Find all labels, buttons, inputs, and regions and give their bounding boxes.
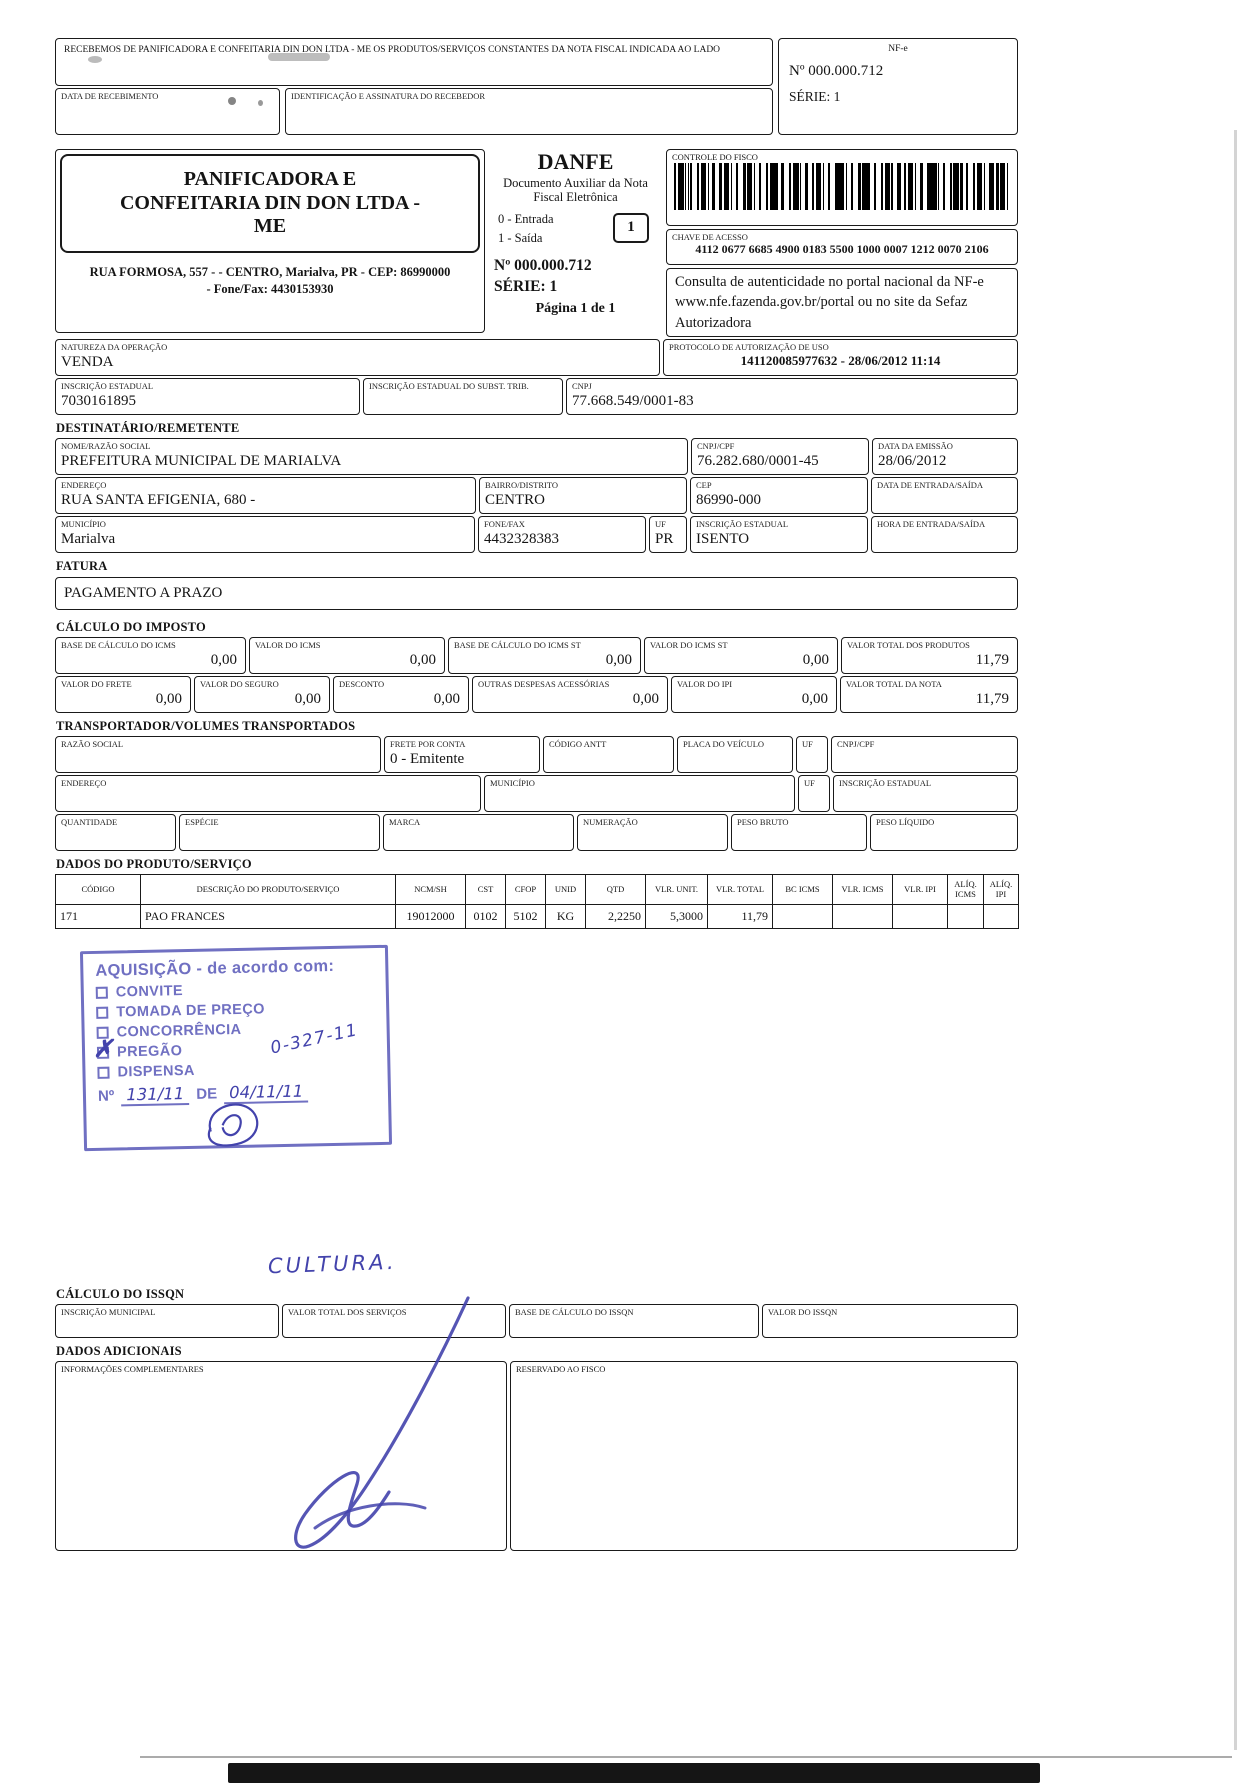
checkbox-empty-icon [97,1067,109,1079]
field-uf-transp-2: UF [798,775,830,812]
chave-acesso-box: CHAVE DE ACESSO 4112 0677 6685 4900 0183 5500 1000 0007 1212 0070 2106 [666,229,1018,265]
field-hora-entrada-saida: HORA DE ENTRADA/SAÍDA [871,516,1018,553]
consulta-autenticidade: Consulta de autenticidade no portal nacional da NF-e www.nfe.fazenda.gov.br/portal ou no site da Sefaz Autorizadora [666,268,1018,337]
field-outras-despesas: OUTRAS DESPESAS ACESSÓRIAS 0,00 [472,676,668,713]
emitente-nome: PANIFICADORA E CONFEITARIA DIN DON LTDA - ME [119,168,421,238]
destinatario-row-1 [55,438,1018,475]
stamp-option-pregao: ✗ PREGÃO [92,1035,183,1063]
nfe-serie: SÉRIE: 1 [789,89,841,104]
field-cnpj-cpf: CNPJ/CPF 76.282.680/0001-45 [691,438,869,475]
emitente-box [55,149,485,333]
field-data-emissao: DATA DA EMISSÃO 28/06/2012 [872,438,1018,475]
field-ie-transp: INSCRIÇÃO ESTADUAL [833,775,1018,812]
checkbox-empty-icon [96,987,108,999]
field-reservado-fisco: RESERVADO AO FISCO [510,1361,1018,1551]
stamp-option-convite: CONVITE [96,979,374,1001]
controle-fisco-box: CONTROLE DO FISCO [666,149,1018,226]
danfe-numero: Nº 000.000.712 [494,256,592,274]
scan-line [140,1756,1232,1758]
handwritten-signature [243,1286,481,1554]
recibo-section [55,38,1018,135]
section-title-issqn: CÁLCULO DO ISSQN [56,1286,185,1301]
field-cnpj-cpf-transp: CNPJ/CPF [831,736,1018,773]
destinatario-row-2 [55,477,1018,514]
field-data-recebimento: DATA DE RECEBIMENTO [55,88,280,135]
col-codigo: CÓDIGO [56,874,141,904]
fatura-box: PAGAMENTO A PRAZO [55,577,1018,610]
field-base-calculo-issqn: BASE DE CÁLCULO DO ISSQN [509,1304,759,1338]
stamp-numero-line: Nº 131/11 DE 04/11/11 [98,1080,376,1107]
field-fone-fax: FONE/FAX 4432328383 [478,516,646,553]
field-frete-por-conta: FRETE POR CONTA 0 - Emitente [384,736,540,773]
fisco-column [666,149,1018,337]
field-cep: CEP 86990-000 [690,477,868,514]
handwritten-cultura: CULTURA. [267,1249,397,1279]
field-informacoes-complementares: INFORMAÇÕES COMPLEMENTARES [55,1361,507,1551]
natureza-row [55,339,1018,376]
col-aliq-icms: ALÍQ. ICMS [948,874,984,904]
field-bairro-distrito: BAIRRO/DISTRITO CENTRO [479,477,687,514]
col-ncm: NCM/SH [396,874,466,904]
field-natureza-operacao: NATUREZA DA OPERAÇÃO VENDA [55,339,660,376]
danfe-entrada: 0 - Entrada [498,211,554,226]
pen-dot [228,97,236,105]
col-unid: UNID [546,874,586,904]
transportador-row-3 [55,814,1018,851]
recibo-row2 [55,88,773,135]
field-marca: MARCA [383,814,574,851]
danfe-entrada-saida [498,210,659,249]
field-valor-icms: VALOR DO ICMS 0,00 [249,637,445,674]
col-descricao: DESCRIÇÃO DO PRODUTO/SERVIÇO [141,874,396,904]
field-uf: UF PR [649,516,687,553]
stamp-initials-scribble [198,1096,273,1154]
scan-edge [1234,130,1237,1750]
col-vlr-total: VLR. TOTAL [708,874,773,904]
field-inscricao-estadual: INSCRIÇÃO ESTADUAL 7030161895 [55,378,360,415]
scan-smudge [88,56,102,63]
danfe-pagina: Página 1 de 1 [535,300,616,316]
stamp-numero-value: 131/11 [121,1084,189,1106]
stamp-option-concorrencia: CONCORRÊNCIA [96,1019,374,1041]
field-identificacao-recebedor: IDENTIFICAÇÃO E ASSINATURA DO RECEBEDOR [285,88,773,135]
nfe-numero: Nº 000.000.712 [789,63,884,79]
section-title-transportador: TRANSPORTADOR/VOLUMES TRANSPORTADOS [56,718,356,733]
danfe-saida: 1 - Saída [498,231,543,246]
acquisition-stamp [80,945,392,1151]
field-nome-razao-social: NOME/RAZÃO SOCIAL PREFEITURA MUNICIPAL DE MARIALVA [55,438,688,475]
field-peso-liquido: PESO LÍQUIDO [870,814,1018,851]
check-x-icon: ✗ [92,1035,114,1063]
danfe-column [487,149,664,337]
field-valor-issqn: VALOR DO ISSQN [762,1304,1018,1338]
field-peso-bruto: PESO BRUTO [731,814,867,851]
field-valor-total-nota: VALOR TOTAL DA NOTA 11,79 [840,676,1018,713]
field-valor-icms-st: VALOR DO ICMS ST 0,00 [644,637,838,674]
field-ie-subst-trib: INSCRIÇÃO ESTADUAL DO SUBST. TRIB. [363,378,563,415]
transportador-row-2 [55,775,1018,812]
danfe-content [55,38,1018,1551]
danfe-tipo-box: 1 [613,213,649,243]
scan-smudge [268,53,330,61]
field-inscricao-municipal: INSCRIÇÃO MUNICIPAL [55,1304,279,1338]
product-table-header [56,874,1019,904]
field-inscricao-estadual-dest: INSCRIÇÃO ESTADUAL ISENTO [690,516,868,553]
stamp-handwritten-ref: 0-327-11 [268,1020,360,1059]
nfe-summary-box [778,38,1018,135]
field-municipio-transp: MUNICÍPIO [484,775,795,812]
col-qtd: QTD [586,874,646,904]
barcode [674,163,1010,210]
emitente-endereco: RUA FORMOSA, 557 - - CENTRO, Marialva, PR - CEP: 86990000 [89,265,451,279]
issqn-row [55,1304,1018,1338]
emitente-fone: - Fone/Fax: 4430153930 [206,282,334,296]
field-valor-seguro: VALOR DO SEGURO 0,00 [194,676,330,713]
pen-dot [258,100,263,106]
recibo-left [55,38,773,135]
field-cnpj-emitente: CNPJ 77.668.549/0001-83 [566,378,1018,415]
col-aliq-ipi: ALÍQ. IPI [984,874,1019,904]
danfe-title: DANFE [537,149,614,174]
product-row: 171 PAO FRANCES 19012000 0102 5102 KG 2,2250 5,3000 11,79 [56,904,1019,928]
field-municipio: MUNICÍPIO Marialva [55,516,475,553]
field-desconto: DESCONTO 0,00 [333,676,469,713]
nfe-label: NF-e [888,44,908,54]
inscricao-row [55,378,1018,415]
danfe-subtitle: Documento Auxiliar da Nota Fiscal Eletrônica [503,176,648,205]
section-title-destinatario: DESTINATÁRIO/REMETENTE [56,420,240,435]
imposto-row-2 [55,676,1018,713]
field-numeracao: NUMERAÇÃO [577,814,728,851]
chave-acesso-value: 4112 0677 6685 4900 0183 5500 1000 0007 1212 0070 2106 [695,242,989,256]
header-block [55,149,1018,337]
stamp-option-tomada: TOMADA DE PREÇO [96,999,374,1021]
stamp-option-dispensa: DISPENSA [97,1059,375,1081]
field-protocolo-autorizacao: PROTOCOLO DE AUTORIZAÇÃO DE USO 141120085977632 - 28/06/2012 11:14 [663,339,1018,376]
field-codigo-antt: CÓDIGO ANTT [543,736,674,773]
field-data-entrada-saida: DATA DE ENTRADA/SAÍDA [871,477,1018,514]
checkbox-checked-icon [92,1035,114,1063]
imposto-row-1 [55,637,1018,674]
recibo-statement: RECEBEMOS DE PANIFICADORA E CONFEITARIA DIN DON LTDA - ME OS PRODUTOS/SERVIÇOS CONSTANTES DA NOTA FISCAL INDICADA AO LADO [55,38,773,86]
field-valor-total-produtos: VALOR TOTAL DOS PRODUTOS 11,79 [841,637,1018,674]
section-title-imposto: CÁLCULO DO IMPOSTO [56,619,206,634]
section-title-fatura: FATURA [56,558,108,573]
section-title-produtos: DADOS DO PRODUTO/SERVIÇO [56,856,252,871]
field-valor-ipi: VALOR DO IPI 0,00 [671,676,837,713]
field-placa-veiculo: PLACA DO VEÍCULO [677,736,793,773]
field-bc-icms: BASE DE CÁLCULO DO ICMS 0,00 [55,637,246,674]
section-title-adicionais: DADOS ADICIONAIS [56,1343,182,1358]
col-cst: CST [466,874,506,904]
col-vlr-unit: VLR. UNIT. [646,874,708,904]
field-valor-frete: VALOR DO FRETE 0,00 [55,676,191,713]
col-vlr-icms: VLR. ICMS [833,874,893,904]
checkbox-empty-icon [96,1007,108,1019]
danfe-serie: SÉRIE: 1 [494,277,558,295]
col-bc-icms: BC ICMS [773,874,833,904]
field-especie: ESPÉCIE [179,814,380,851]
stamp-data-value: 04/11/11 [224,1081,309,1104]
stamp-title: AQUISIÇÃO - de acordo com: [95,956,335,980]
field-razao-social: RAZÃO SOCIAL [55,736,381,773]
field-quantidade: QUANTIDADE [55,814,176,851]
field-bc-icms-st: BASE DE CÁLCULO DO ICMS ST 0,00 [448,637,641,674]
col-cfop: CFOP [506,874,546,904]
col-vlr-ipi: VLR. IPI [893,874,948,904]
scan-bar [228,1763,1040,1783]
product-table [55,874,1019,929]
adicionais-row [55,1361,1018,1551]
emitente-name-box [60,154,480,253]
field-endereco-transp: ENDEREÇO [55,775,481,812]
transportador-row-1 [55,736,1018,773]
destinatario-row-3 [55,516,1018,553]
field-valor-total-servicos: VALOR TOTAL DOS SERVIÇOS [282,1304,506,1338]
field-endereco: ENDEREÇO RUA SANTA EFIGENIA, 680 - [55,477,476,514]
field-uf-transp-1: UF [796,736,828,773]
